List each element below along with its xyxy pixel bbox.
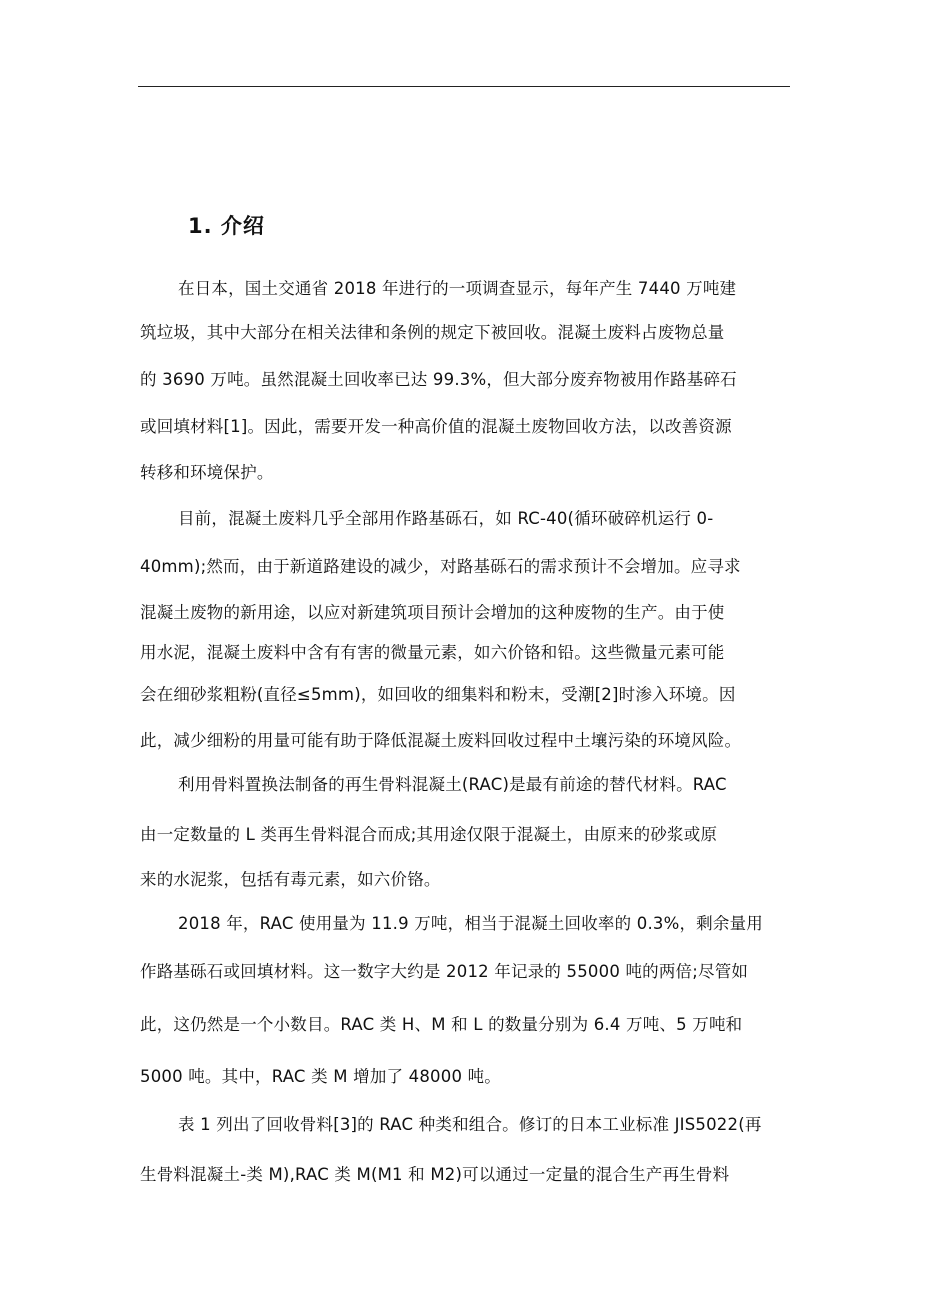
paragraph-3-line-3: 来的水泥浆，包括有毒元素，如六价铬。 bbox=[140, 870, 441, 889]
paragraph-2-line-2: 40mm);然而，由于新道路建设的减少，对路基砾石的需求预计不会增加。应寻求 bbox=[140, 557, 741, 576]
paragraph-2-line-1: 目前，混凝土废料几乎全部用作路基砾石，如 RC-40(循环破碎机运行 0- bbox=[178, 509, 714, 528]
paragraph-4-line-4: 5000 吨。其中，RAC 类 M 增加了 48000 吨。 bbox=[140, 1067, 501, 1086]
paragraph-1-line-4: 或回填材料[1]。因此，需要开发一种高价值的混凝土废物回收方法，以改善资源 bbox=[140, 417, 732, 436]
paragraph-1-line-5: 转移和环境保护。 bbox=[140, 463, 274, 482]
paragraph-3-line-1: 利用骨料置换法制备的再生骨料混凝土(RAC)是最有前途的替代材料。RAC bbox=[178, 775, 727, 794]
paragraph-1-line-3: 的 3690 万吨。虽然混凝土回收率已达 99.3%，但大部分废弃物被用作路基碎石 bbox=[140, 370, 737, 389]
header-rule bbox=[138, 86, 790, 87]
section-heading: 1. 介绍 bbox=[188, 214, 265, 238]
paragraph-1-line-1: 在日本，国土交通省 2018 年进行的一项调查显示，每年产生 7440 万吨建 bbox=[178, 279, 737, 298]
paragraph-5-line-1: 表 1 列出了回收骨料[3]的 RAC 种类和组合。修订的日本工业标准 JIS5022(再 bbox=[178, 1115, 762, 1134]
paragraph-3-line-2: 由一定数量的 L 类再生骨料混合而成;其用途仅限于混凝土，由原来的砂浆或原 bbox=[140, 825, 718, 844]
paragraph-5-line-2: 生骨料混凝土-类 M),RAC 类 M(M1 和 M2)可以通过一定量的混合生产再生骨料 bbox=[140, 1165, 730, 1184]
paragraph-2-line-4: 用水泥，混凝土废料中含有有害的微量元素，如六价铬和铅。这些微量元素可能 bbox=[140, 643, 725, 662]
paragraph-2-line-6: 此，减少细粉的用量可能有助于降低混凝土废料回收过程中土壤污染的环境风险。 bbox=[140, 731, 742, 750]
paragraph-4-line-3: 此，这仍然是一个小数目。RAC 类 H、M 和 L 的数量分别为 6.4 万吨、5 万吨和 bbox=[140, 1015, 743, 1034]
paragraph-1-line-2: 筑垃圾，其中大部分在相关法律和条例的规定下被回收。混凝土废料占废物总量 bbox=[140, 323, 725, 342]
paragraph-4-line-2: 作路基砾石或回填材料。这一数字大约是 2012 年记录的 55000 吨的两倍;尽管如 bbox=[140, 962, 749, 981]
paragraph-2-line-5: 会在细砂浆粗粉(直径≤5mm)，如回收的细集料和粉末，受潮[2]时渗入环境。因 bbox=[140, 685, 736, 704]
paragraph-4-line-1: 2018 年，RAC 使用量为 11.9 万吨，相当于混凝土回收率的 0.3%，剩余量用 bbox=[178, 914, 763, 933]
paragraph-2-line-3: 混凝土废物的新用途，以应对新建筑项目预计会增加的这种废物的生产。由于使 bbox=[140, 603, 725, 622]
